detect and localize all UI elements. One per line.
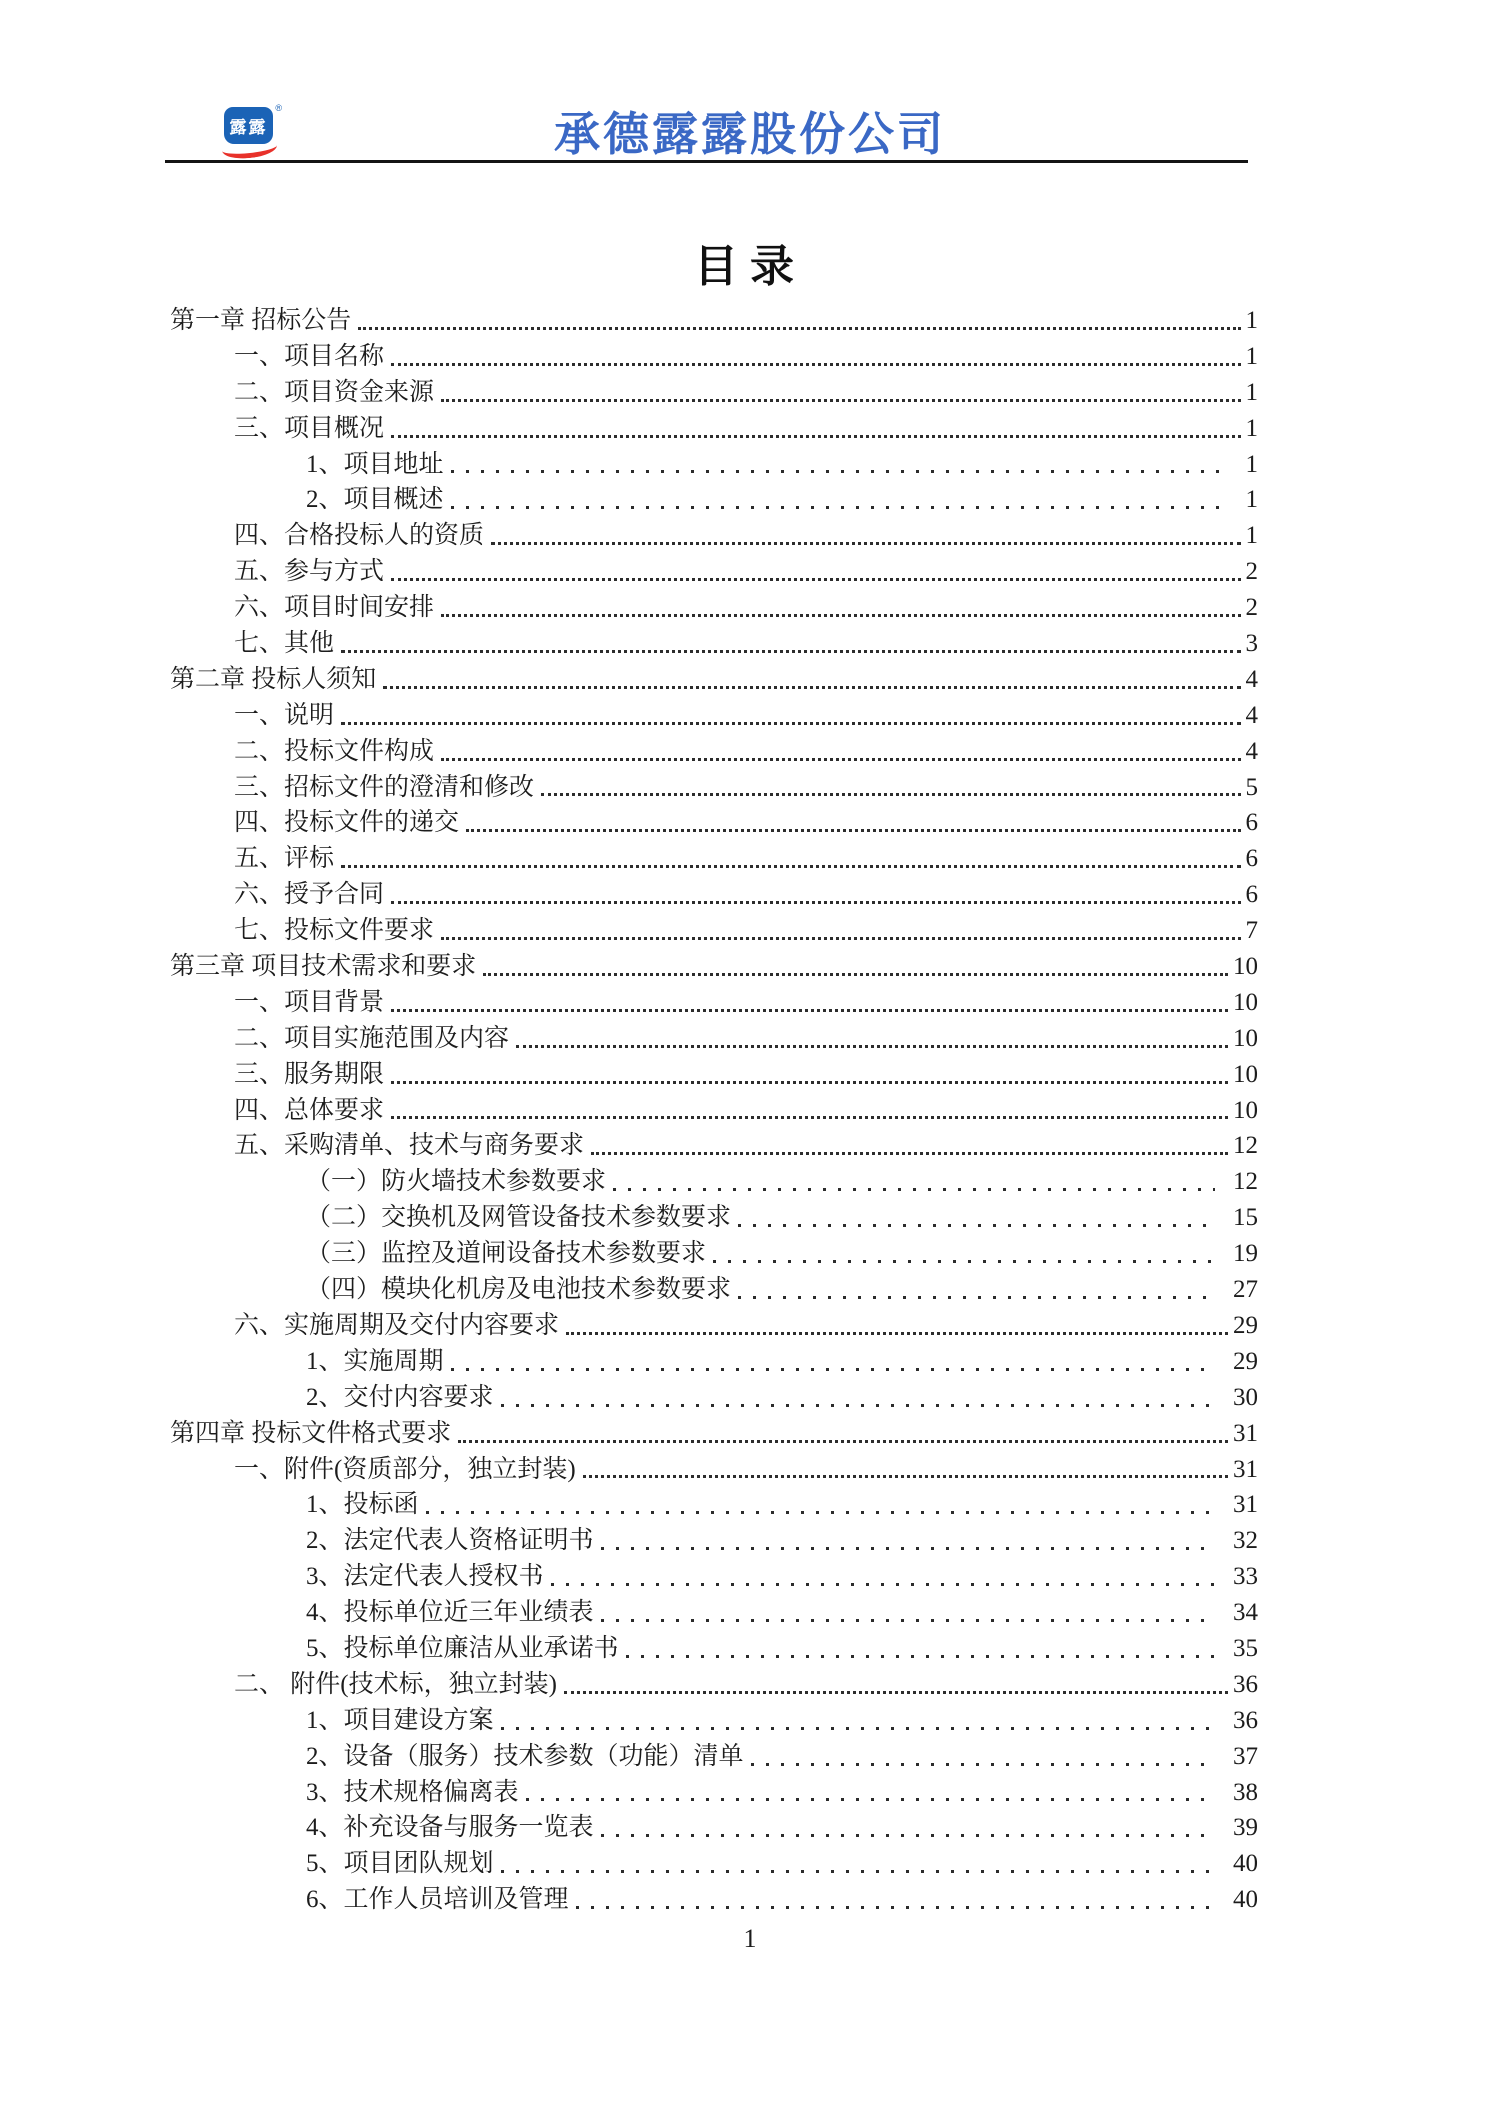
toc-entry[interactable] xyxy=(170,877,1258,913)
toc-entry-page: 12 xyxy=(1233,1168,1258,1196)
toc-entry-page: 31 xyxy=(1233,1419,1258,1447)
toc-entry[interactable] xyxy=(170,1416,1258,1452)
toc-entry-label: 3、法定代表人授权书 xyxy=(306,1563,544,1591)
toc-entry-label: 3、技术规格偏离表 xyxy=(306,1778,519,1806)
toc-entry-label: 4、补充设备与服务一览表 xyxy=(306,1814,594,1842)
toc-entry[interactable] xyxy=(170,1380,1258,1416)
toc-entry-label: （四）模块化机房及电池技术参数要求 xyxy=(306,1276,732,1304)
toc-entry-page: 36 xyxy=(1233,1706,1258,1734)
dot-leader xyxy=(547,1570,1217,1595)
toc-entry[interactable] xyxy=(170,339,1258,375)
toc-entry-page: 1 xyxy=(1245,307,1258,334)
toc-entry[interactable] xyxy=(170,698,1258,734)
toc-entry-label: 七、其他 xyxy=(234,630,335,658)
toc-entry[interactable] xyxy=(170,770,1258,806)
logo-text: 露露 xyxy=(229,118,268,137)
dot-leader xyxy=(387,888,1242,913)
toc-entry-label: 五、采购清单、技术与商务要求 xyxy=(234,1132,585,1160)
toc-entry[interactable] xyxy=(170,1631,1258,1667)
toc-entry[interactable] xyxy=(170,1739,1258,1775)
toc-entry-page: 30 xyxy=(1233,1383,1258,1411)
toc-entry-page: 34 xyxy=(1233,1599,1258,1627)
toc-entry-page: 4 xyxy=(1245,737,1258,765)
toc-entry[interactable] xyxy=(170,734,1258,770)
dot-leader xyxy=(447,493,1230,518)
toc-entry-label: 1、投标函 xyxy=(306,1491,419,1519)
toc-entry[interactable] xyxy=(170,1057,1258,1093)
toc-entry-page: 1 xyxy=(1245,342,1258,370)
toc-entry-page: 32 xyxy=(1233,1527,1258,1555)
toc-entry-page: 5 xyxy=(1245,773,1258,801)
toc-entry[interactable] xyxy=(170,1128,1258,1164)
toc-entry-label: 5、投标单位廉洁从业承诺书 xyxy=(306,1634,619,1662)
toc-entry-label: 四、总体要求 xyxy=(234,1096,385,1124)
dot-leader xyxy=(387,1068,1230,1093)
dot-leader xyxy=(597,1821,1217,1846)
toc-entry-label: 四、投标文件的递交 xyxy=(234,809,460,837)
toc-entry-page: 31 xyxy=(1233,1491,1258,1519)
dot-leader xyxy=(437,924,1242,949)
toc-entry[interactable] xyxy=(170,985,1258,1021)
toc-entry[interactable] xyxy=(170,518,1258,554)
toc-entry[interactable] xyxy=(170,1200,1258,1236)
toc-entry-label: 1、项目地址 xyxy=(306,450,444,478)
table-of-contents xyxy=(170,303,1258,1918)
dot-leader xyxy=(387,565,1242,590)
dot-leader xyxy=(572,1893,1217,1918)
dot-leader xyxy=(734,1283,1217,1308)
dot-leader xyxy=(747,1750,1217,1775)
toc-entry-page: 29 xyxy=(1233,1311,1258,1339)
toc-entry-page: 10 xyxy=(1233,1096,1258,1124)
toc-entry-page: 29 xyxy=(1233,1347,1258,1375)
toc-entry-page: 39 xyxy=(1233,1814,1258,1842)
toc-entry-label: 1、实施周期 xyxy=(306,1347,444,1375)
toc-entry-page: 10 xyxy=(1233,953,1258,981)
toc-entry[interactable] xyxy=(170,1810,1258,1846)
toc-entry[interactable] xyxy=(170,1703,1258,1739)
toc-entry-label: 1、项目建设方案 xyxy=(306,1706,494,1734)
toc-entry-page: 6 xyxy=(1245,809,1258,837)
toc-entry-label: 二、项目资金来源 xyxy=(234,378,435,406)
toc-entry-label: 六、项目时间安排 xyxy=(234,594,435,622)
dot-leader xyxy=(587,1139,1230,1164)
dot-leader xyxy=(337,637,1242,662)
toc-entry[interactable] xyxy=(170,1523,1258,1559)
dot-leader xyxy=(709,1247,1217,1272)
toc-entry-page: 35 xyxy=(1233,1634,1258,1662)
dot-leader xyxy=(387,1103,1230,1128)
toc-entry[interactable] xyxy=(170,447,1258,483)
toc-entry-label: 2、交付内容要求 xyxy=(306,1383,494,1411)
dot-leader xyxy=(597,1606,1217,1631)
toc-entry-page: 12 xyxy=(1233,1132,1258,1160)
toc-entry[interactable] xyxy=(170,303,1258,339)
dot-leader xyxy=(537,780,1242,805)
dot-leader xyxy=(734,1211,1217,1236)
toc-entry-page: 7 xyxy=(1245,917,1258,945)
dot-leader xyxy=(387,422,1242,447)
dot-leader xyxy=(437,386,1242,411)
toc-entry[interactable] xyxy=(170,1236,1258,1272)
toc-entry-label: 三、项目概况 xyxy=(234,414,385,442)
toc-entry[interactable] xyxy=(170,1452,1258,1488)
company-name: 承德露露股份公司 xyxy=(554,108,946,160)
toc-entry-page: 10 xyxy=(1233,1024,1258,1052)
dot-leader xyxy=(337,709,1242,734)
toc-entry-label: 二、项目实施范围及内容 xyxy=(234,1024,510,1052)
dot-leader xyxy=(447,1355,1217,1380)
toc-entry[interactable] xyxy=(170,1487,1258,1523)
dot-leader xyxy=(387,996,1230,1021)
toc-entry[interactable] xyxy=(170,805,1258,841)
toc-entry-label: 第二章 投标人须知 xyxy=(170,665,377,693)
dot-leader xyxy=(454,1427,1230,1452)
dot-leader xyxy=(462,816,1242,841)
toc-entry[interactable] xyxy=(170,590,1258,626)
footer-page-number: 1 xyxy=(743,1924,757,1953)
toc-entry[interactable] xyxy=(170,1021,1258,1057)
toc-entry-page: 4 xyxy=(1245,701,1258,729)
toc-entry-page: 3 xyxy=(1245,630,1258,658)
dot-leader xyxy=(497,1714,1217,1739)
toc-entry[interactable] xyxy=(170,1846,1258,1882)
toc-entry[interactable] xyxy=(170,1595,1258,1631)
dot-leader xyxy=(354,314,1242,339)
toc-entry-page: 38 xyxy=(1233,1778,1258,1806)
dot-leader xyxy=(497,1857,1217,1882)
toc-entry[interactable] xyxy=(170,913,1258,949)
toc-entry[interactable] xyxy=(170,949,1258,985)
toc-entry[interactable] xyxy=(170,841,1258,877)
toc-entry[interactable] xyxy=(170,1308,1258,1344)
toc-entry-label: 5、项目团队规划 xyxy=(306,1850,494,1878)
toc-entry-page: 40 xyxy=(1233,1850,1258,1878)
toc-entry-label: 4、投标单位近三年业绩表 xyxy=(306,1599,594,1627)
toc-entry-label: 三、服务期限 xyxy=(234,1060,385,1088)
toc-entry[interactable] xyxy=(170,1667,1258,1703)
dot-leader xyxy=(479,960,1230,985)
toc-entry-label: 第一章 招标公告 xyxy=(170,307,352,334)
dot-leader xyxy=(497,1391,1217,1416)
dot-leader xyxy=(609,1175,1217,1200)
toc-entry-page: 1 xyxy=(1245,414,1258,442)
dot-leader xyxy=(512,1032,1230,1057)
toc-entry-page: 15 xyxy=(1233,1204,1258,1232)
toc-entry-page: 6 xyxy=(1245,845,1258,873)
toc-entry-label: 五、评标 xyxy=(234,845,335,873)
dot-leader xyxy=(579,1462,1230,1487)
toc-entry-label: 2、项目概述 xyxy=(306,486,444,514)
dot-leader xyxy=(437,601,1242,626)
toc-entry-label: （二）交换机及网管设备技术参数要求 xyxy=(306,1204,732,1232)
toc-entry-label: 一、项目背景 xyxy=(234,988,385,1016)
toc-entry-label: 一、说明 xyxy=(234,701,335,729)
toc-entry-label: 6、工作人员培训及管理 xyxy=(306,1886,569,1914)
toc-entry[interactable] xyxy=(170,1272,1258,1308)
dot-leader xyxy=(622,1642,1217,1667)
toc-entry-page: 4 xyxy=(1245,665,1258,693)
page-title: 目录 xyxy=(694,242,806,291)
dot-leader xyxy=(337,852,1242,877)
dot-leader xyxy=(379,673,1242,698)
registered-trademark-icon: ® xyxy=(275,103,282,113)
toc-entry[interactable] xyxy=(170,1164,1258,1200)
toc-entry-label: 三、招标文件的澄清和修改 xyxy=(234,773,535,801)
header-divider xyxy=(165,160,1248,163)
toc-entry[interactable] xyxy=(170,411,1258,447)
dot-leader xyxy=(422,1498,1217,1523)
toc-entry-label: 二、投标文件构成 xyxy=(234,737,435,765)
toc-entry-page: 19 xyxy=(1233,1240,1258,1268)
toc-entry-page: 40 xyxy=(1233,1886,1258,1914)
toc-entry-page: 10 xyxy=(1233,988,1258,1016)
toc-entry[interactable] xyxy=(170,1775,1258,1811)
toc-entry-page: 37 xyxy=(1233,1742,1258,1770)
toc-entry-label: 二、 附件(技术标，独立封装) xyxy=(234,1670,557,1698)
toc-entry-page: 1 xyxy=(1245,522,1258,550)
toc-entry[interactable] xyxy=(170,1344,1258,1380)
toc-entry-page: 2 xyxy=(1245,558,1258,586)
toc-entry-page: 10 xyxy=(1233,1060,1258,1088)
toc-entry[interactable] xyxy=(170,662,1258,698)
toc-entry-label: 第三章 项目技术需求和要求 xyxy=(170,953,477,981)
toc-entry[interactable] xyxy=(170,482,1258,518)
toc-entry-page: 2 xyxy=(1245,594,1258,622)
dot-leader xyxy=(562,1319,1230,1344)
toc-entry-label: 七、投标文件要求 xyxy=(234,917,435,945)
toc-entry-page: 1 xyxy=(1245,450,1258,478)
dot-leader xyxy=(387,350,1242,375)
toc-entry-page: 33 xyxy=(1233,1563,1258,1591)
toc-entry-label: 第四章 投标文件格式要求 xyxy=(170,1419,452,1447)
toc-entry-label: 2、设备（服务）技术参数（功能）清单 xyxy=(306,1742,744,1770)
dot-leader xyxy=(447,457,1230,482)
toc-entry-label: 一、附件(资质部分，独立封装) xyxy=(234,1455,576,1483)
toc-entry-label: 2、法定代表人资格证明书 xyxy=(306,1527,594,1555)
toc-entry[interactable] xyxy=(170,1559,1258,1595)
dot-leader xyxy=(597,1534,1217,1559)
toc-entry[interactable] xyxy=(170,554,1258,590)
toc-entry-page: 36 xyxy=(1233,1670,1258,1698)
toc-entry-label: 一、项目名称 xyxy=(234,342,385,370)
dot-leader xyxy=(560,1678,1230,1703)
toc-entry-label: 六、授予合同 xyxy=(234,881,385,909)
toc-entry-label: （一）防火墙技术参数要求 xyxy=(306,1168,607,1196)
dot-leader xyxy=(437,745,1242,770)
toc-entry[interactable] xyxy=(170,1093,1258,1129)
toc-entry-page: 6 xyxy=(1245,881,1258,909)
dot-leader xyxy=(487,529,1242,554)
toc-entry-page: 1 xyxy=(1245,378,1258,406)
toc-entry[interactable] xyxy=(170,626,1258,662)
toc-entry-label: 六、实施周期及交付内容要求 xyxy=(234,1311,560,1339)
dot-leader xyxy=(522,1785,1217,1810)
toc-entry-page: 27 xyxy=(1233,1276,1258,1304)
toc-entry-label: 五、参与方式 xyxy=(234,558,385,586)
toc-entry[interactable] xyxy=(170,375,1258,411)
toc-entry-label: 四、合格投标人的资质 xyxy=(234,522,485,550)
toc-entry-page: 1 xyxy=(1245,486,1258,514)
toc-entry[interactable] xyxy=(170,1882,1258,1918)
toc-entry-label: （三）监控及道闸设备技术参数要求 xyxy=(306,1240,707,1268)
toc-entry-page: 31 xyxy=(1233,1455,1258,1483)
